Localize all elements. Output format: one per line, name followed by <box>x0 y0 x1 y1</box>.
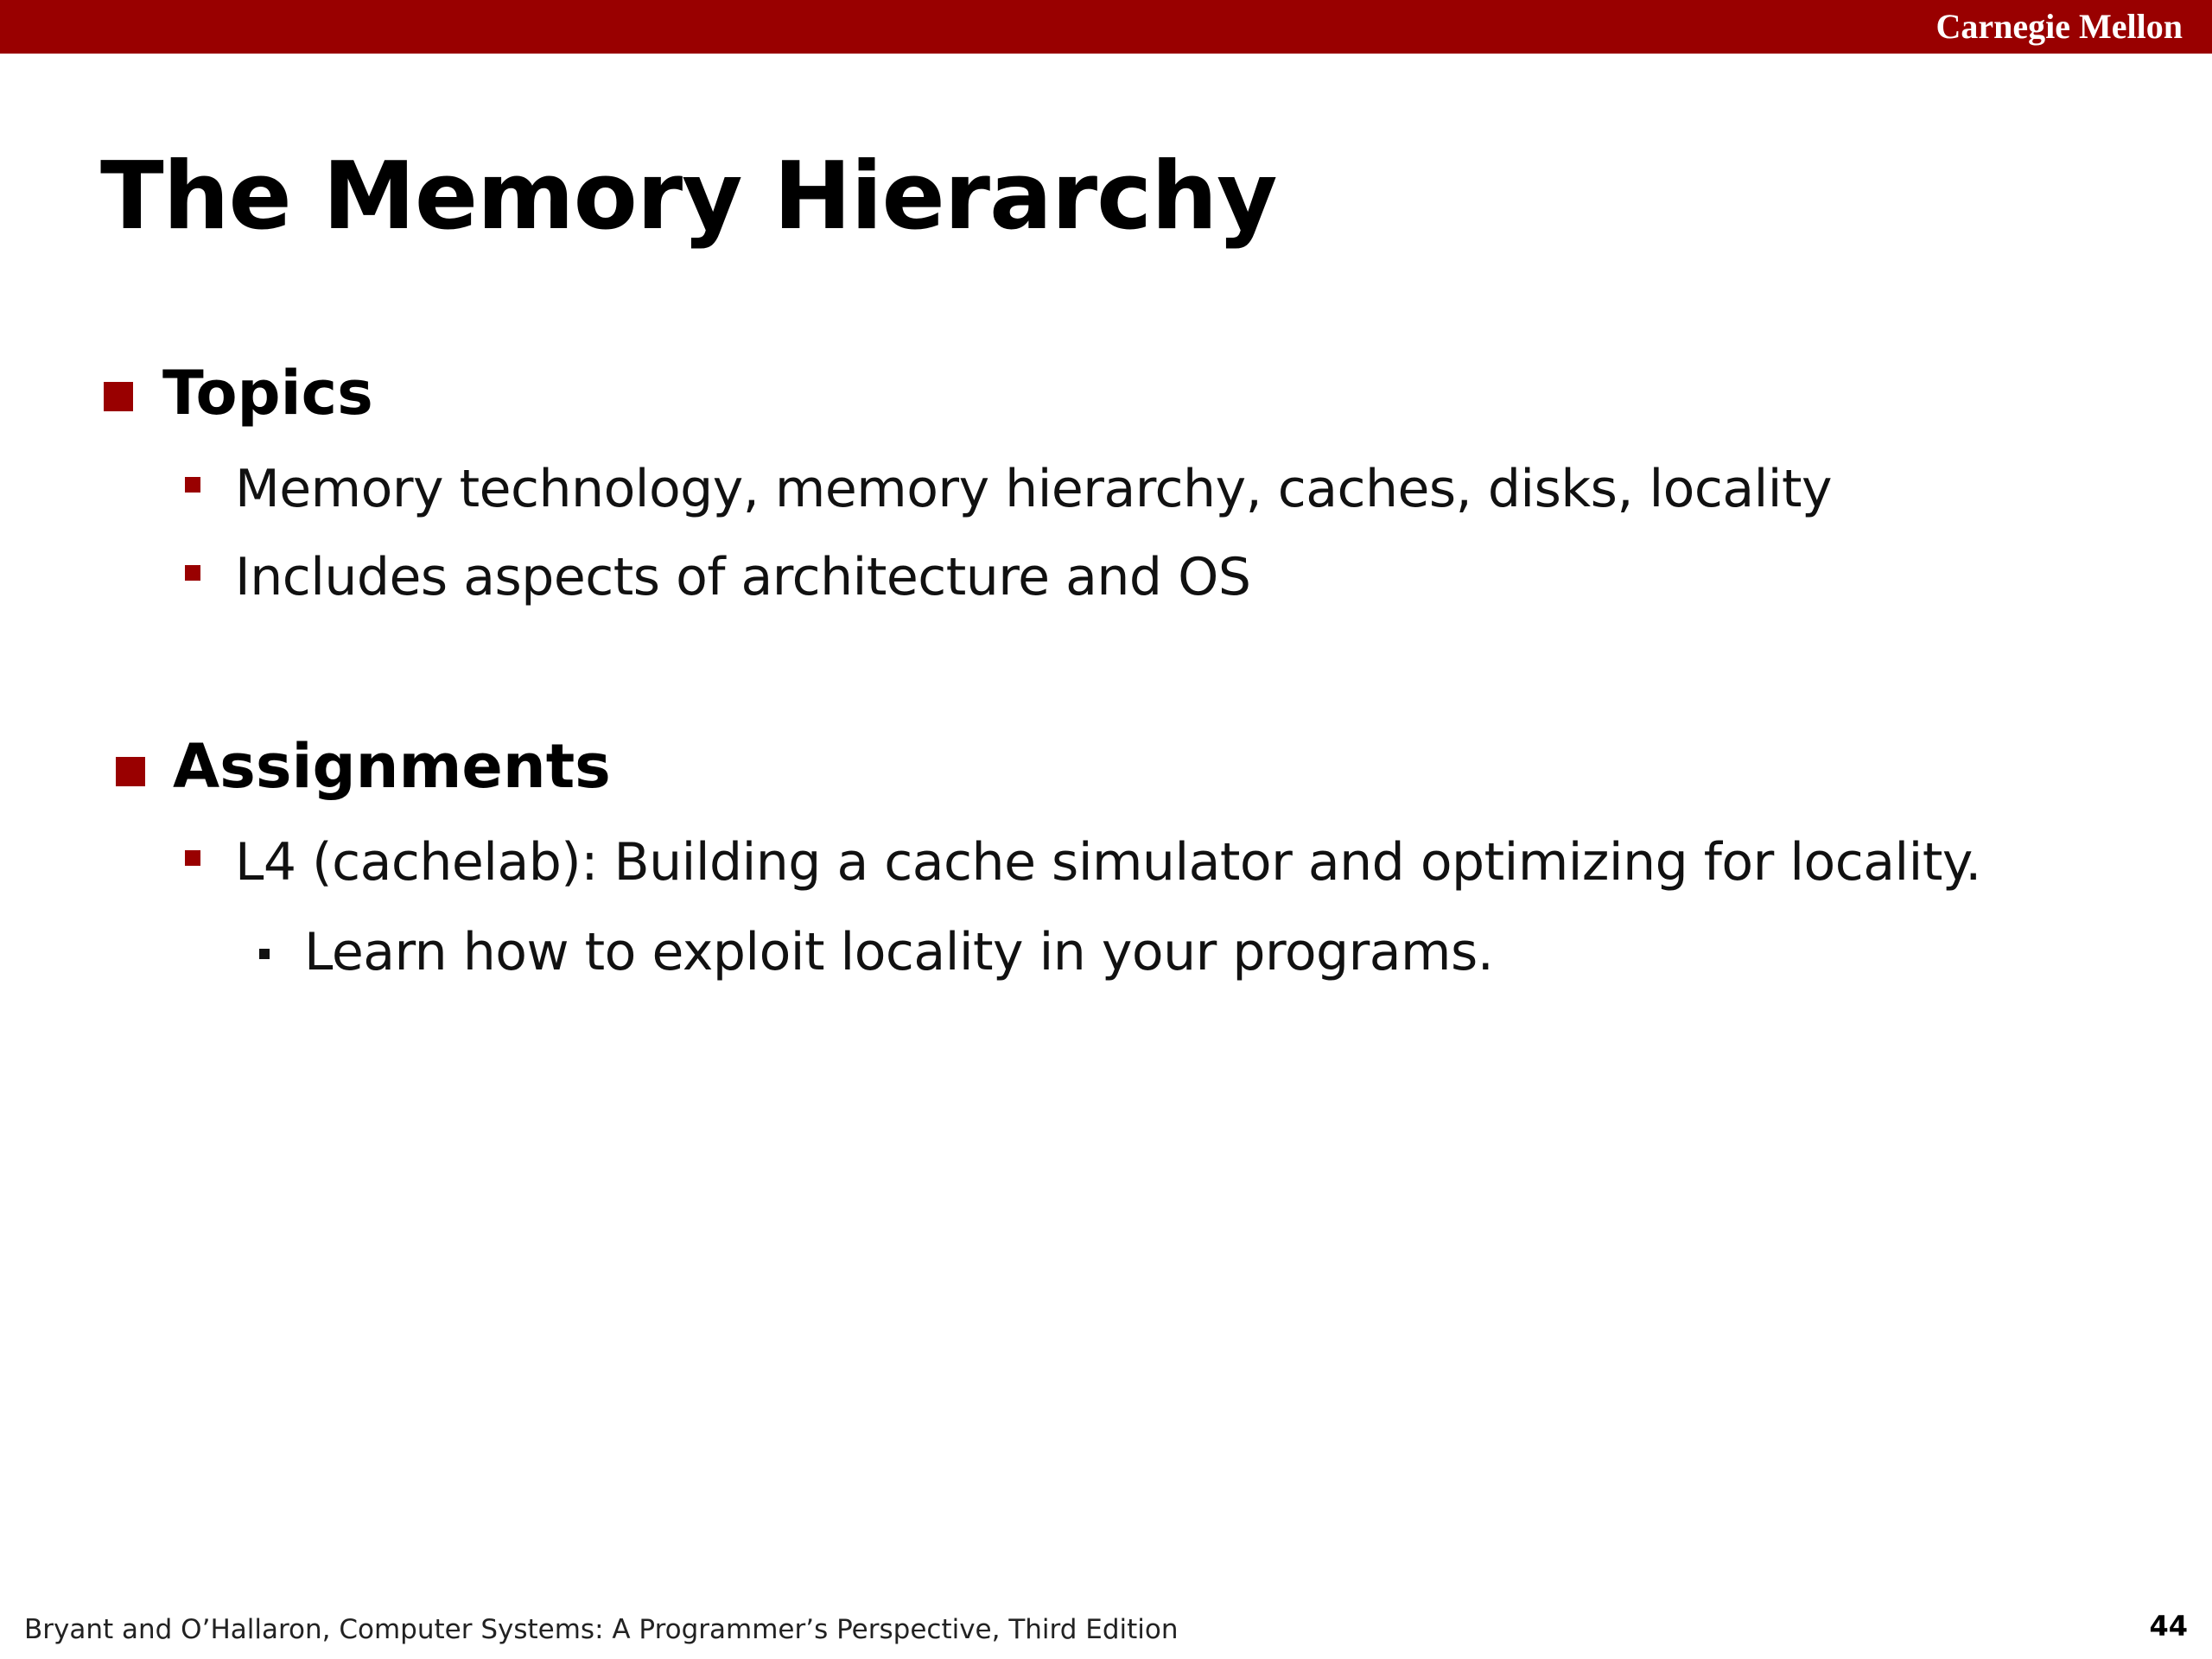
section-heading-topics: Topics <box>162 358 373 429</box>
square-bullet-icon <box>116 757 145 786</box>
list-subitem: Learn how to exploit locality in your programs. <box>304 922 1494 982</box>
square-bullet-icon <box>259 949 270 959</box>
square-bullet-icon <box>104 382 133 411</box>
section-heading-assignments: Assignments <box>173 731 611 802</box>
list-item: Memory technology, memory hierarchy, caches, disks, locality <box>235 459 1832 519</box>
square-bullet-icon <box>185 477 200 493</box>
square-bullet-icon <box>185 565 200 581</box>
footer-citation: Bryant and O’Hallaron, Computer Systems: A Programmer’s Perspective, Third Edition <box>24 1614 1179 1645</box>
brand-logo-text: Carnegie Mellon <box>1936 7 2183 46</box>
header-bar <box>0 0 2212 54</box>
slide-title: The Memory Hierarchy <box>100 143 1277 251</box>
list-item: Includes aspects of architecture and OS <box>235 547 1251 607</box>
page-number: 44 <box>2149 1610 2188 1643</box>
square-bullet-icon <box>185 850 200 866</box>
list-item: L4 (cachelab): Building a cache simulator and optimizing for locality. <box>235 832 1981 893</box>
